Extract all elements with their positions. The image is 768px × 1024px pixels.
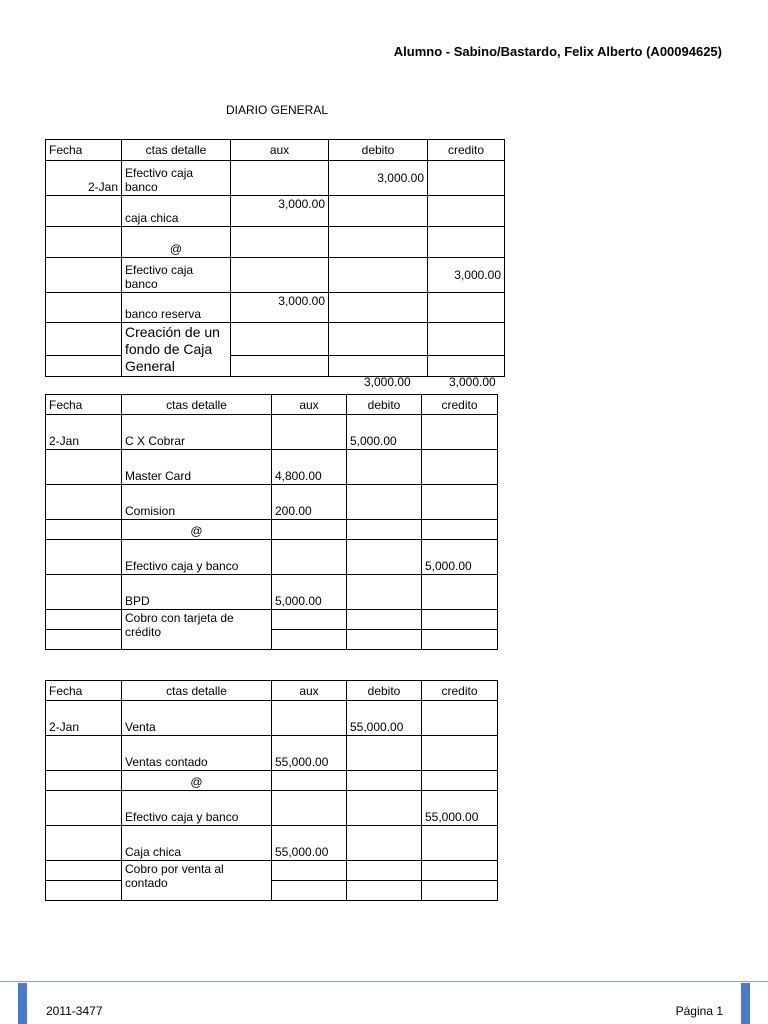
table-row (46, 881, 498, 901)
cell-aux (231, 323, 329, 356)
cell-aux: 200.00 (272, 485, 347, 520)
cell-debito (347, 861, 422, 881)
document-title: DIARIO GENERAL (226, 103, 329, 117)
cell-date (46, 227, 122, 258)
cell-aux (272, 791, 347, 826)
cell-credito (422, 861, 498, 881)
cell-debito: 5,000.00 (347, 415, 422, 450)
header-debito: debito (347, 681, 422, 701)
cell-detalle: @ (122, 227, 231, 258)
table-row (46, 323, 505, 356)
journal-entry-2-table (45, 394, 498, 650)
table-header-row (46, 395, 498, 415)
table-row (46, 293, 505, 323)
cell-detalle: Efectivo caja banco (122, 161, 231, 196)
table-row (46, 258, 505, 293)
header-aux: aux (272, 681, 347, 701)
cell-credito (428, 227, 505, 258)
cell-credito: 55,000.00 (422, 791, 498, 826)
cell-credito (428, 355, 505, 376)
footer-bar-right (741, 983, 750, 1024)
cell-aux: 55,000.00 (272, 736, 347, 771)
header-aux: aux (272, 395, 347, 415)
cell-debito (347, 485, 422, 520)
cell-debito (329, 293, 428, 323)
cell-credito (422, 630, 498, 650)
header-ctas-detalle: ctas detalle (122, 681, 272, 701)
cell-date (46, 355, 122, 376)
cell-detalle: Master Card (122, 450, 272, 485)
header-credito: credito (422, 395, 498, 415)
cell-aux: 55,000.00 (272, 826, 347, 861)
cell-debito (347, 630, 422, 650)
table-header-row (46, 681, 498, 701)
cell-aux (231, 355, 329, 376)
cell-aux (231, 258, 329, 293)
total-debito: 3,000.00 (364, 375, 411, 389)
header-credito: credito (428, 140, 505, 161)
table-row (46, 610, 498, 630)
cell-debito (347, 826, 422, 861)
cell-date (46, 826, 122, 861)
cell-credito (422, 415, 498, 450)
footer-bar-left (18, 983, 27, 1024)
table-row (46, 630, 498, 650)
cell-detalle: Efectivo caja banco (122, 258, 231, 293)
cell-detalle: @ (122, 771, 272, 791)
table-row (46, 540, 498, 575)
header-debito: debito (329, 140, 428, 161)
cell-credito (422, 826, 498, 861)
cell-aux (272, 771, 347, 791)
journal-entry-1-table (45, 139, 505, 377)
table-row (46, 861, 498, 881)
cell-credito (422, 450, 498, 485)
cell-detalle: Comision (122, 485, 272, 520)
table-row (46, 161, 505, 196)
cell-detalle: BPD (122, 575, 272, 610)
header-credito: credito (422, 681, 498, 701)
cell-date (46, 791, 122, 826)
cell-detalle: Caja chica (122, 826, 272, 861)
header-fecha: Fecha (46, 140, 122, 161)
cell-credito (422, 610, 498, 630)
header-ctas-detalle: ctas detalle (122, 395, 272, 415)
table-row (46, 791, 498, 826)
cell-credito (422, 575, 498, 610)
cell-detalle: Efectivo caja y banco (122, 540, 272, 575)
cell-debito (347, 610, 422, 630)
cell-aux (231, 161, 329, 196)
cell-aux (231, 227, 329, 258)
cell-debito (347, 736, 422, 771)
journal-entry-3-table (45, 680, 498, 901)
table-row (46, 415, 498, 450)
entry-note: Creación de un fondo de Caja General (122, 323, 231, 377)
cell-detalle: @ (122, 520, 272, 540)
header-aux: aux (231, 140, 329, 161)
cell-date (46, 771, 122, 791)
cell-credito (422, 485, 498, 520)
cell-aux (272, 540, 347, 575)
student-name: Alumno - Sabino/Bastardo, Felix Alberto (A00094625) (393, 44, 722, 59)
footer-rule (0, 981, 768, 982)
table-row (46, 355, 505, 376)
cell-detalle: Venta (122, 701, 272, 736)
cell-credito (428, 323, 505, 356)
cell-aux (272, 610, 347, 630)
cell-aux (272, 415, 347, 450)
cell-credito (422, 520, 498, 540)
cell-detalle: C X Cobrar (122, 415, 272, 450)
cell-credito (422, 881, 498, 901)
cell-date (46, 258, 122, 293)
cell-date (46, 861, 122, 881)
cell-debito (347, 450, 422, 485)
footer-page-number: Página 1 (675, 1004, 723, 1018)
cell-credito (428, 293, 505, 323)
header-debito: debito (347, 395, 422, 415)
cell-date: 2-Jan (46, 415, 122, 450)
cell-credito (422, 736, 498, 771)
cell-aux: 5,000.00 (272, 575, 347, 610)
table-row (46, 771, 498, 791)
cell-detalle: Ventas contado (122, 736, 272, 771)
cell-date (46, 485, 122, 520)
footer-id: 2011-3477 (46, 1004, 103, 1018)
cell-date: 2-Jan (46, 161, 122, 196)
cell-debito (347, 575, 422, 610)
table-row (46, 196, 505, 227)
cell-detalle: banco reserva (122, 293, 231, 323)
cell-aux (272, 520, 347, 540)
cell-detalle: caja chica (122, 196, 231, 227)
cell-credito (428, 161, 505, 196)
cell-date (46, 293, 122, 323)
cell-debito (347, 520, 422, 540)
cell-aux: 3,000.00 (231, 196, 329, 227)
cell-aux (272, 701, 347, 736)
header-fecha: Fecha (46, 395, 122, 415)
cell-credito (422, 701, 498, 736)
cell-date (46, 575, 122, 610)
cell-debito (329, 355, 428, 376)
cell-credito (422, 771, 498, 791)
cell-date (46, 520, 122, 540)
cell-debito (329, 196, 428, 227)
cell-date (46, 196, 122, 227)
cell-debito (329, 323, 428, 356)
table-header-row (46, 140, 505, 161)
cell-debito (347, 771, 422, 791)
table-row (46, 575, 498, 610)
table-row (46, 485, 498, 520)
cell-debito (347, 540, 422, 575)
cell-aux: 3,000.00 (231, 293, 329, 323)
table-row (46, 450, 498, 485)
cell-date: 2-Jan (46, 701, 122, 736)
cell-debito: 3,000.00 (329, 161, 428, 196)
cell-date (46, 736, 122, 771)
cell-debito (329, 258, 428, 293)
cell-aux: 4,800.00 (272, 450, 347, 485)
cell-credito (428, 196, 505, 227)
table-row (46, 520, 498, 540)
cell-date (46, 450, 122, 485)
cell-aux (272, 881, 347, 901)
table-row (46, 701, 498, 736)
cell-date (46, 610, 122, 630)
cell-detalle: Efectivo caja y banco (122, 791, 272, 826)
cell-debito (347, 881, 422, 901)
cell-aux (272, 630, 347, 650)
cell-date (46, 323, 122, 356)
cell-credito: 3,000.00 (428, 258, 505, 293)
cell-credito: 5,000.00 (422, 540, 498, 575)
header-fecha: Fecha (46, 681, 122, 701)
table-row (46, 227, 505, 258)
cell-aux (272, 861, 347, 881)
cell-date (46, 881, 122, 901)
total-credito: 3,000.00 (449, 375, 496, 389)
header-ctas-detalle: ctas detalle (122, 140, 231, 161)
cell-debito (347, 791, 422, 826)
entry-note: Cobro por venta al contado (122, 861, 272, 901)
table-row (46, 826, 498, 861)
cell-date (46, 540, 122, 575)
table-row (46, 736, 498, 771)
cell-date (46, 630, 122, 650)
cell-debito (329, 227, 428, 258)
cell-debito: 55,000.00 (347, 701, 422, 736)
entry-note: Cobro con tarjeta de crédito (122, 610, 272, 650)
